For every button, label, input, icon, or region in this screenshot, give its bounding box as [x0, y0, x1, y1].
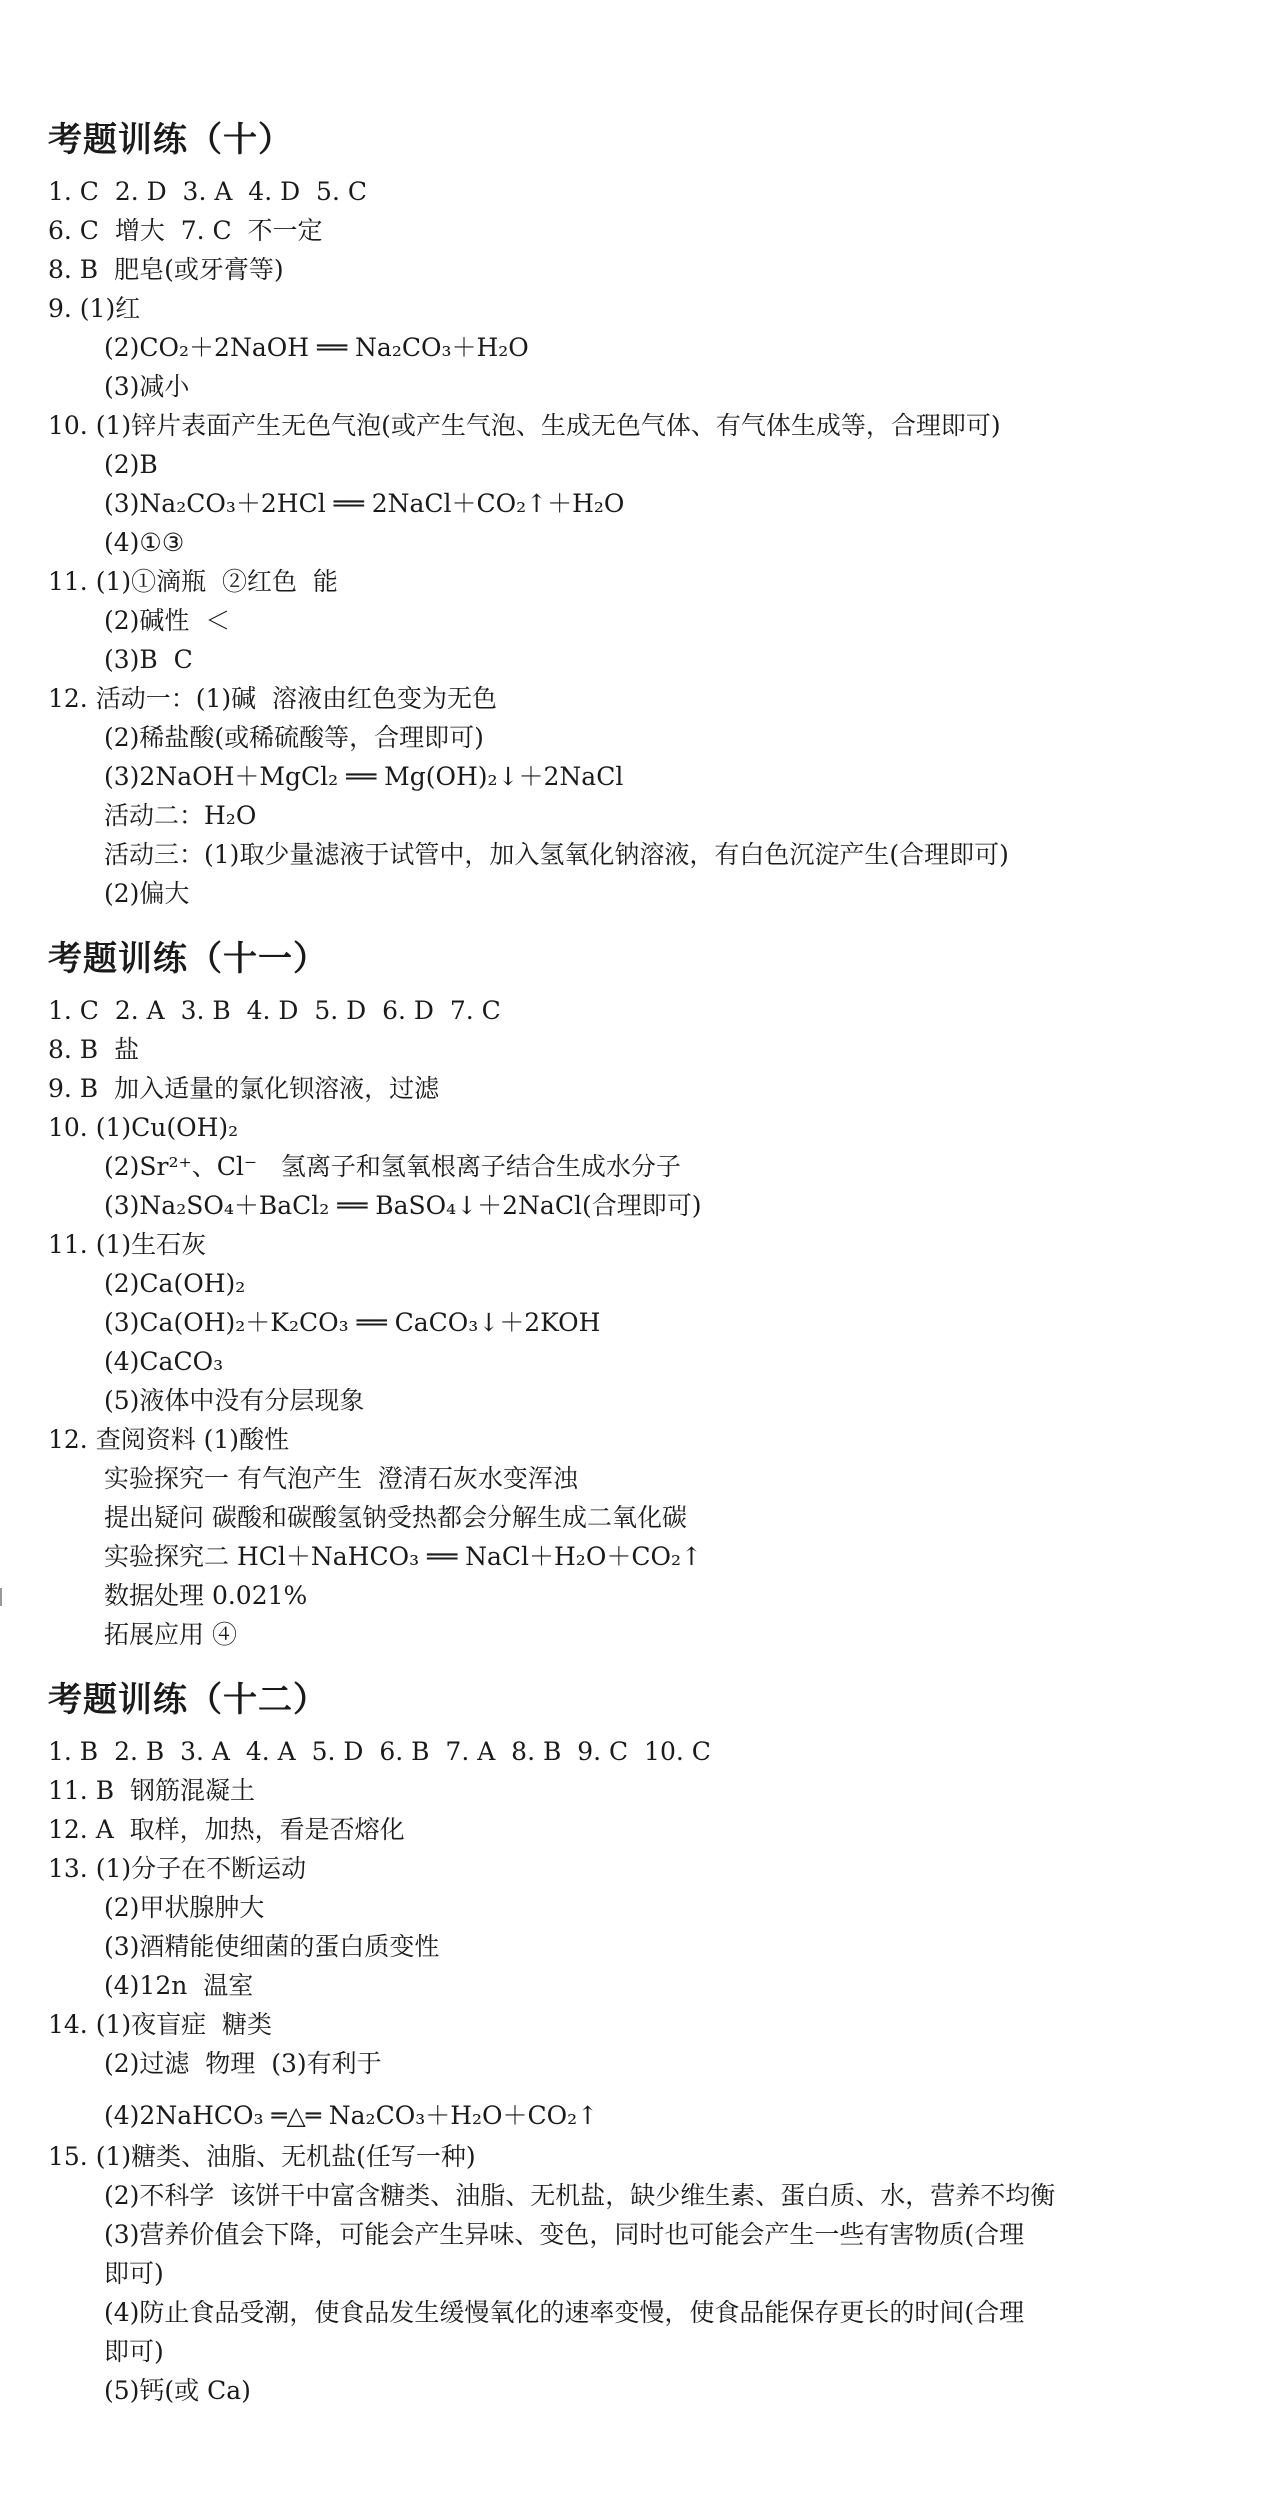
answer-line: (2)碱性 ＜	[104, 606, 231, 635]
answer-column	[48, 104, 1208, 2410]
answer-line: 活动二：H₂O	[104, 801, 257, 830]
answer-line: 13. (1)分子在不断运动	[48, 1854, 307, 1883]
answer-line: (2)甲状腺肿大	[104, 1893, 265, 1922]
answer-line: (5)液体中没有分层现象	[104, 1386, 365, 1415]
answer-line: (2)Sr²⁺、Cl⁻ 氢离子和氢氧根离子结合生成水分子	[104, 1152, 681, 1181]
answer-section	[48, 913, 1208, 1654]
answer-line: (3)B C	[104, 645, 193, 674]
answer-line: 提出疑问 碳酸和碳酸氢钠受热都会分解生成二氧化碳	[104, 1503, 687, 1532]
answer-line: (3)营养价值会下降，可能会产生异味、变色，同时也可能会产生一些有害物质(合理	[104, 2220, 1025, 2249]
answer-line: 14. (1)夜盲症 糖类	[48, 2010, 273, 2039]
answer-line: 8. B 盐	[48, 1035, 140, 1064]
answer-line: (2)不科学 该饼干中富含糖类、油脂、无机盐，缺少维生素、蛋白质、水，营养不均衡	[104, 2181, 1056, 2210]
answer-line: 实验探究一 有气泡产生 澄清石灰水变浑浊	[104, 1464, 578, 1493]
answer-line: (2)CO₂＋2NaOH ══ Na₂CO₃＋H₂O	[104, 333, 529, 362]
section-gap	[48, 913, 1208, 923]
answer-line: 11. (1)①滴瓶 ②红色 能	[48, 567, 338, 596]
answer-line: 11. B 钢筋混凝土	[48, 1776, 255, 1805]
answer-line: 8. B 肥皂(或牙膏等)	[48, 255, 284, 284]
answer-line: 12. 查阅资料 (1)酸性	[48, 1425, 290, 1454]
answer-line: (3)Ca(OH)₂＋K₂CO₃ ══ CaCO₃↓＋2KOH	[104, 1308, 601, 1337]
answer-line: 11. (1)生石灰	[48, 1230, 207, 1259]
answer-line: (4)CaCO₃	[104, 1347, 224, 1376]
section-title: 考题训练（十一）	[48, 939, 328, 979]
answer-line: (3)Na₂SO₄＋BaCl₂ ══ BaSO₄↓＋2NaCl(合理即可)	[104, 1191, 702, 1220]
answer-section	[48, 1654, 1208, 2410]
answer-line: (2)B	[104, 450, 158, 479]
answer-line: 10. (1)Cu(OH)₂	[48, 1113, 239, 1142]
answer-line: 1. C 2. A 3. B 4. D 5. D 6. D 7. C	[48, 996, 501, 1025]
answer-line: (2)稀盐酸(或稀硫酸等，合理即可)	[104, 723, 484, 752]
answer-line: (3)减小	[104, 372, 190, 401]
answer-line: 9. B 加入适量的氯化钡溶液，过滤	[48, 1074, 440, 1103]
answer-line: (2)Ca(OH)₂	[104, 1269, 246, 1298]
section-title: 考题训练（十）	[48, 120, 293, 160]
answer-line: 拓展应用 ④	[104, 1620, 237, 1649]
answer-line: (3)酒精能使细菌的蛋白质变性	[104, 1932, 440, 1961]
answer-line: 1. B 2. B 3. A 4. A 5. D 6. B 7. A 8. B 9. C 10. C	[48, 1737, 711, 1766]
answer-line: (2)过滤 物理 (3)有利于	[104, 2049, 382, 2078]
answer-line: 10. (1)锌片表面产生无色气泡(或产生气泡、生成无色气体、有气体生成等，合理即可)	[48, 411, 1001, 440]
answer-line: 12. 活动一：(1)碱 溶液由红色变为无色	[48, 684, 498, 713]
answer-line: (4)2NaHCO₃ ═△═ Na₂CO₃＋H₂O＋CO₂↑	[104, 2101, 599, 2130]
answer-line: 9. (1)红	[48, 294, 141, 323]
answer-line: (4)防止食品受潮，使食品发生缓慢氧化的速率变慢，使食品能保存更长的时间(合理	[104, 2298, 1025, 2327]
section-gap	[48, 1654, 1208, 1664]
answer-line: (5)钙(或 Ca)	[104, 2376, 251, 2405]
answer-line: 15. (1)糖类、油脂、无机盐(任写一种)	[48, 2142, 476, 2171]
answer-line: 数据处理 0.021%	[104, 1581, 308, 1610]
answer-line: 12. A 取样，加热，看是否熔化	[48, 1815, 405, 1844]
answer-line: 即可)	[104, 2337, 164, 2366]
answer-line: 即可)	[104, 2259, 164, 2288]
answer-line: (3)2NaOH＋MgCl₂ ══ Mg(OH)₂↓＋2NaCl	[104, 762, 624, 791]
answer-line: (4)①③	[104, 528, 185, 557]
answer-line: (3)Na₂CO₃＋2HCl ══ 2NaCl＋CO₂↑＋H₂O	[104, 489, 625, 518]
answer-line: 实验探究二 HCl＋NaHCO₃ ══ NaCl＋H₂O＋CO₂↑	[104, 1542, 702, 1571]
answer-line: (2)偏大	[104, 879, 190, 908]
answer-line: 6. C 增大 7. C 不一定	[48, 216, 323, 245]
answer-line: (4)12n 温室	[104, 1971, 254, 2000]
margin-mark	[0, 1588, 8, 1606]
section-title: 考题训练（十二）	[48, 1680, 328, 1720]
answer-line: 1. C 2. D 3. A 4. D 5. C	[48, 177, 367, 206]
answer-line: 活动三：(1)取少量滤液于试管中，加入氢氧化钠溶液，有白色沉淀产生(合理即可)	[104, 840, 1009, 869]
answer-section	[48, 112, 1208, 913]
